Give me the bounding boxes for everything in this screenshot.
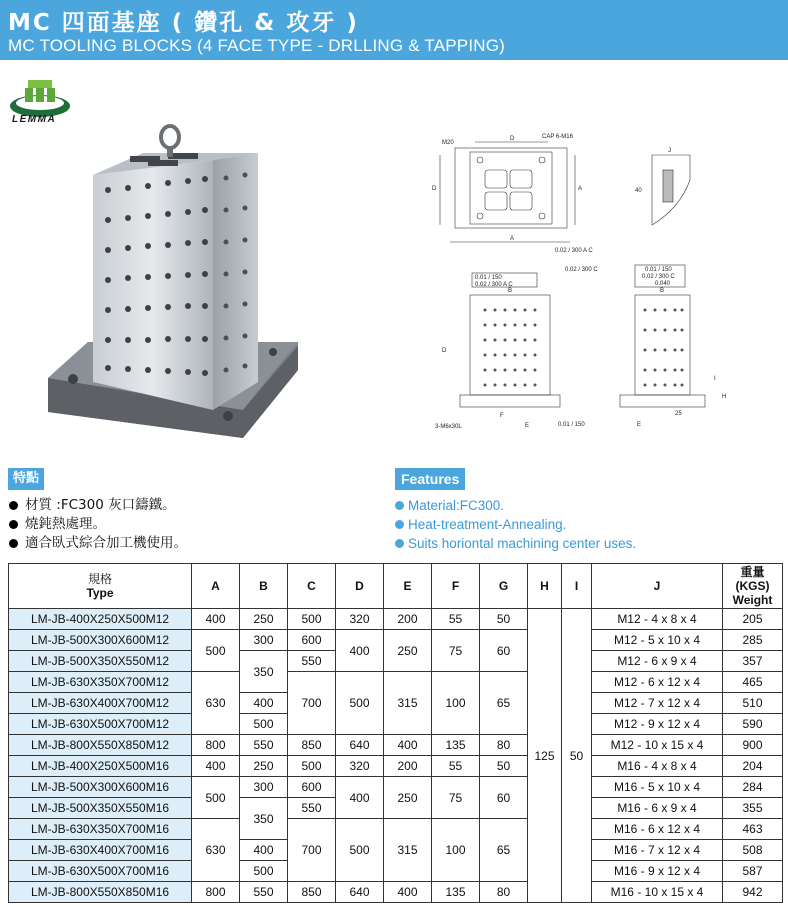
- feature-en-item: Suits horiontal machining center uses.: [395, 534, 636, 553]
- cell-model: LM-JB-630X400X700M16: [9, 840, 192, 861]
- cell-e: 315: [384, 819, 432, 882]
- cell-a: 500: [192, 630, 240, 672]
- cell-h: 125: [528, 609, 562, 903]
- label-25: 25: [675, 411, 682, 417]
- label-d-side: D: [432, 186, 437, 192]
- cell-a: 630: [192, 672, 240, 735]
- cell-model: LM-JB-630X500X700M12: [9, 714, 192, 735]
- tooling-block-photo: [48, 120, 308, 445]
- cell-a: 630: [192, 819, 240, 882]
- label-b-side: B: [660, 288, 665, 294]
- features-zh-list: [8, 496, 187, 553]
- col-header-g: G: [480, 564, 528, 609]
- cell-j: M16 - 4 x 8 x 4: [592, 756, 723, 777]
- spec-table: [8, 563, 783, 903]
- cell-a: 400: [192, 756, 240, 777]
- cell-b: 500: [240, 861, 288, 882]
- col-header-a: A: [192, 564, 240, 609]
- col-header-i: I: [562, 564, 592, 609]
- feature-en-item: Heat-treatment-Annealing.: [395, 515, 636, 534]
- feature-zh-item: 適合臥式綜合加工機使用。: [8, 534, 187, 553]
- cell-g: 65: [480, 819, 528, 882]
- cell-f: 100: [432, 672, 480, 735]
- col-header-h: H: [528, 564, 562, 609]
- cell-e: 400: [384, 735, 432, 756]
- label-b-front: B: [508, 288, 513, 294]
- cell-weight: 204: [723, 756, 783, 777]
- cell-g: 80: [480, 735, 528, 756]
- table-row: [9, 672, 783, 693]
- label-e-side: E: [637, 422, 642, 428]
- cell-d: 400: [336, 630, 384, 672]
- cell-j: M16 - 5 x 10 x 4: [592, 777, 723, 798]
- cell-e: 200: [384, 756, 432, 777]
- cell-e: 250: [384, 777, 432, 819]
- label-f-front: F: [500, 413, 504, 419]
- cell-d: 500: [336, 819, 384, 882]
- cell-b: 550: [240, 882, 288, 903]
- cell-b: 550: [240, 735, 288, 756]
- features-zh-badge: 特點: [8, 468, 44, 490]
- cell-weight: 463: [723, 819, 783, 840]
- cell-model: LM-JB-630X500X700M16: [9, 861, 192, 882]
- cell-i: 50: [562, 609, 592, 903]
- label-e-front: E: [525, 423, 530, 429]
- cell-c: 550: [288, 798, 336, 819]
- cell-weight: 205: [723, 609, 783, 630]
- table-row: [9, 882, 783, 903]
- cell-j: M12 - 10 x 15 x 4: [592, 735, 723, 756]
- label-tol-4: 0.02 / 300 A C: [475, 282, 513, 288]
- label-a-side: A: [578, 186, 583, 192]
- features-en-list: [395, 496, 636, 553]
- cell-f: 100: [432, 819, 480, 882]
- table-row: [9, 756, 783, 777]
- cell-j: M16 - 9 x 12 x 4: [592, 861, 723, 882]
- cell-d: 500: [336, 672, 384, 735]
- cell-j: M12 - 7 x 12 x 4: [592, 693, 723, 714]
- cell-g: 60: [480, 630, 528, 672]
- cell-model: LM-JB-630X350X700M12: [9, 672, 192, 693]
- cell-d: 640: [336, 735, 384, 756]
- cell-e: 250: [384, 630, 432, 672]
- label-m20: M20: [442, 140, 454, 146]
- cell-weight: 285: [723, 630, 783, 651]
- cell-j: M12 - 9 x 12 x 4: [592, 714, 723, 735]
- cell-f: 55: [432, 756, 480, 777]
- label-i-side: I: [714, 376, 716, 382]
- label-tol-8: 0.01 / 150: [645, 267, 672, 273]
- cell-c: 600: [288, 630, 336, 651]
- col-header-e: E: [384, 564, 432, 609]
- cell-model: LM-JB-630X400X700M12: [9, 693, 192, 714]
- cell-g: 50: [480, 609, 528, 630]
- cell-b: 350: [240, 651, 288, 693]
- cell-j: M12 - 6 x 9 x 4: [592, 651, 723, 672]
- cell-c: 700: [288, 819, 336, 882]
- cell-model: LM-JB-500X350X550M16: [9, 798, 192, 819]
- cell-a: 400: [192, 609, 240, 630]
- cell-e: 200: [384, 609, 432, 630]
- page-header: [0, 0, 788, 60]
- technical-drawings: [430, 130, 730, 435]
- cell-model: LM-JB-400X250X500M16: [9, 756, 192, 777]
- col-header-c: C: [288, 564, 336, 609]
- cell-b: 300: [240, 777, 288, 798]
- label-hole-note: 3-M6x30L: [435, 424, 462, 430]
- cell-d: 320: [336, 609, 384, 630]
- cell-weight: 508: [723, 840, 783, 861]
- label-a-top: A: [510, 236, 515, 242]
- logo-text: LEMMA: [12, 114, 57, 125]
- cell-f: 135: [432, 882, 480, 903]
- feature-en-item: Material:FC300.: [395, 496, 636, 515]
- label-tol-2: 0.02 / 300 C: [565, 267, 598, 273]
- table-row: [9, 819, 783, 840]
- table-row: [9, 609, 783, 630]
- cell-g: 50: [480, 756, 528, 777]
- label-tol-5: 0.01 / 150: [558, 422, 585, 428]
- col-header-f: F: [432, 564, 480, 609]
- cell-j: M16 - 6 x 12 x 4: [592, 819, 723, 840]
- page-title-zh: MC 四面基座 ( 鑽孔 & 攻牙 ): [8, 10, 359, 36]
- label-d-front: D: [442, 348, 447, 354]
- cell-g: 65: [480, 672, 528, 735]
- cell-model: LM-JB-500X300X600M12: [9, 630, 192, 651]
- cell-d: 400: [336, 777, 384, 819]
- col-header-j: J: [592, 564, 723, 609]
- cell-j: M12 - 5 x 10 x 4: [592, 630, 723, 651]
- cell-g: 80: [480, 882, 528, 903]
- cell-b: 250: [240, 609, 288, 630]
- cell-weight: 357: [723, 651, 783, 672]
- feature-zh-item: 燒鈍熱處理。: [8, 515, 187, 534]
- label-tol-3: 0.01 / 150: [475, 275, 502, 281]
- cell-model: LM-JB-800X550X850M16: [9, 882, 192, 903]
- cell-j: M12 - 4 x 8 x 4: [592, 609, 723, 630]
- col-header-weight: 重量 (KGS) Weight: [723, 564, 783, 609]
- cell-d: 320: [336, 756, 384, 777]
- cell-c: 600: [288, 777, 336, 798]
- col-header-type: 規格 Type: [9, 564, 192, 609]
- cell-f: 75: [432, 777, 480, 819]
- label-h-side: H: [722, 394, 727, 400]
- cell-weight: 900: [723, 735, 783, 756]
- cell-weight: 942: [723, 882, 783, 903]
- feature-zh-item: 材質 :FC300 灰口鑄鐵。: [8, 496, 187, 515]
- label-tol-6: 0.02 / 300 C: [642, 274, 675, 280]
- label-tol-1: 0.02 / 300 A C: [555, 248, 593, 254]
- cell-weight: 465: [723, 672, 783, 693]
- cell-f: 135: [432, 735, 480, 756]
- cell-d: 640: [336, 882, 384, 903]
- cell-model: LM-JB-500X300X600M16: [9, 777, 192, 798]
- page-title-en: MC TOOLING BLOCKS (4 FACE TYPE - DRLLING & TAPPING): [8, 36, 506, 55]
- cell-model: LM-JB-500X350X550M12: [9, 651, 192, 672]
- cell-j: M16 - 7 x 12 x 4: [592, 840, 723, 861]
- cell-j: M16 - 6 x 9 x 4: [592, 798, 723, 819]
- cell-f: 55: [432, 609, 480, 630]
- col-header-d: D: [336, 564, 384, 609]
- cell-c: 850: [288, 735, 336, 756]
- cell-model: LM-JB-800X550X850M12: [9, 735, 192, 756]
- cell-weight: 590: [723, 714, 783, 735]
- cell-e: 315: [384, 672, 432, 735]
- cell-f: 75: [432, 630, 480, 672]
- cell-j: M16 - 10 x 15 x 4: [592, 882, 723, 903]
- cell-a: 500: [192, 777, 240, 819]
- cell-c: 550: [288, 651, 336, 672]
- cell-j: M12 - 6 x 12 x 4: [592, 672, 723, 693]
- label-40: 40: [635, 188, 642, 194]
- table-row: [9, 630, 783, 651]
- cell-g: 60: [480, 777, 528, 819]
- cell-weight: 284: [723, 777, 783, 798]
- cell-c: 500: [288, 756, 336, 777]
- cell-c: 700: [288, 672, 336, 735]
- cell-model: LM-JB-400X250X500M12: [9, 609, 192, 630]
- cell-weight: 510: [723, 693, 783, 714]
- label-tol-7: 0.040: [655, 281, 671, 287]
- cell-b: 400: [240, 693, 288, 714]
- cell-model: LM-JB-630X350X700M16: [9, 819, 192, 840]
- table-header-row: [9, 564, 783, 609]
- cell-e: 400: [384, 882, 432, 903]
- cell-b: 250: [240, 756, 288, 777]
- label-cap: CAP 6-M16: [542, 134, 573, 140]
- cell-b: 400: [240, 840, 288, 861]
- table-row: [9, 735, 783, 756]
- cell-a: 800: [192, 882, 240, 903]
- cell-c: 500: [288, 609, 336, 630]
- table-row: [9, 777, 783, 798]
- cell-b: 350: [240, 798, 288, 840]
- label-j: J: [668, 148, 671, 154]
- features-en-badge: Features: [395, 468, 465, 490]
- cell-weight: 587: [723, 861, 783, 882]
- label-d-top: D: [510, 136, 515, 142]
- cell-b: 500: [240, 714, 288, 735]
- cell-weight: 355: [723, 798, 783, 819]
- cell-b: 300: [240, 630, 288, 651]
- cell-a: 800: [192, 735, 240, 756]
- cell-c: 850: [288, 882, 336, 903]
- col-header-b: B: [240, 564, 288, 609]
